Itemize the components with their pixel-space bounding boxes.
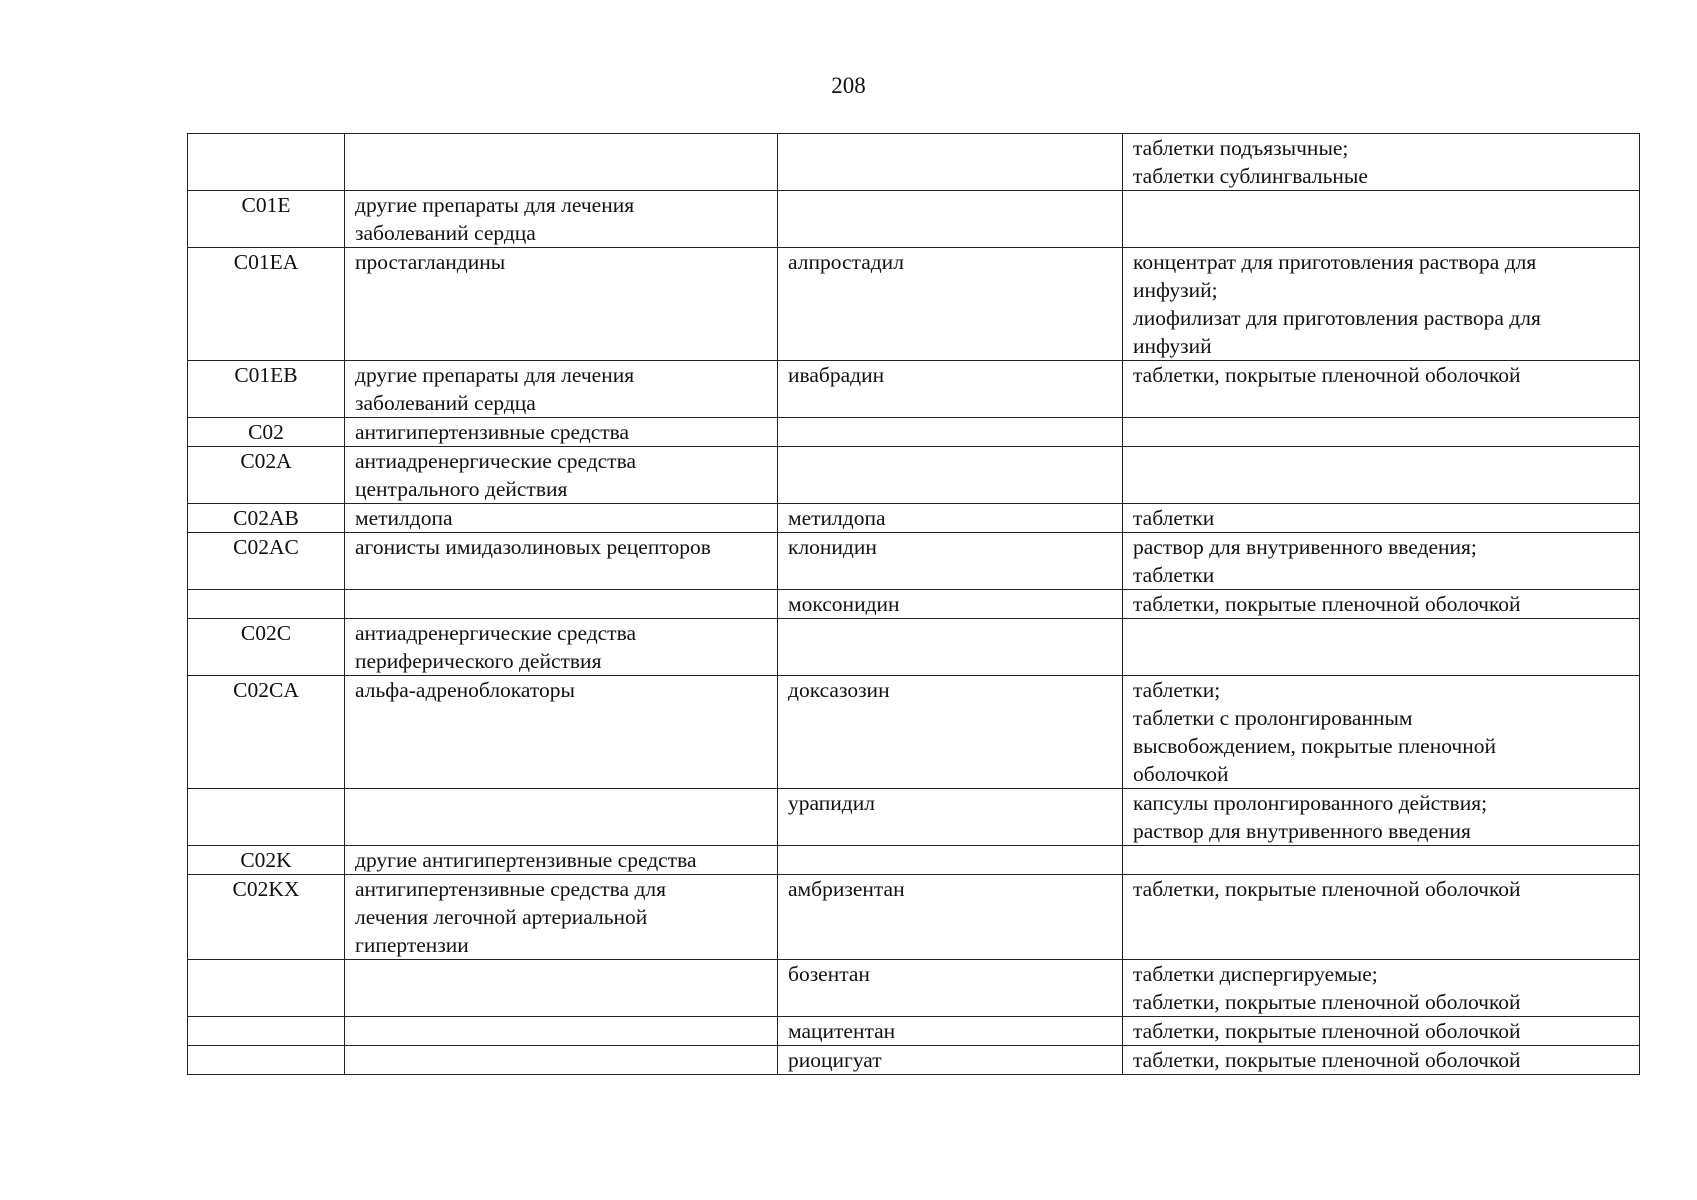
atc-code-cell: C02AC [188,533,345,590]
atc-code-cell [188,590,345,619]
atc-group-cell: антиадренергические средства центрального действия [345,447,778,504]
atc-code-cell: C02 [188,418,345,447]
atc-code-cell: C02AB [188,504,345,533]
atc-code-cell [188,789,345,846]
table-row [188,418,1640,447]
dosage-form-cell: таблетки; таблетки с пролонгированным высвобождением, покрытые пленочной оболочкой [1123,676,1640,789]
table-row [188,361,1640,418]
drug-table [187,133,1640,1075]
table-row [188,960,1640,1017]
dosage-form-cell: таблетки, покрытые пленочной оболочкой [1123,590,1640,619]
page-number: 208 [831,73,866,98]
table-row [188,248,1640,361]
atc-code-cell: C02K [188,846,345,875]
table-row [188,846,1640,875]
atc-group-cell: антигипертензивные средства [345,418,778,447]
table-row [188,134,1640,191]
drug-name-cell [778,418,1123,447]
atc-code-cell [188,134,345,191]
atc-code-cell [188,1017,345,1046]
dosage-form-cell: капсулы пролонгированного действия; раствор для внутривенного введения [1123,789,1640,846]
atc-group-cell [345,134,778,191]
dosage-form-cell: таблетки, покрытые пленочной оболочкой [1123,1046,1640,1075]
atc-code-cell: C02KX [188,875,345,960]
atc-code-cell [188,1046,345,1075]
dosage-form-cell: таблетки диспергируемые; таблетки, покрытые пленочной оболочкой [1123,960,1640,1017]
atc-group-cell: антиадренергические средства периферического действия [345,619,778,676]
dosage-form-cell: таблетки, покрытые пленочной оболочкой [1123,875,1640,960]
table-row [188,590,1640,619]
dosage-form-cell: таблетки, покрытые пленочной оболочкой [1123,1017,1640,1046]
atc-group-cell: простагландины [345,248,778,361]
atc-code-cell: C01E [188,191,345,248]
dosage-form-cell: таблетки, покрытые пленочной оболочкой [1123,361,1640,418]
dosage-form-cell: таблетки подъязычные; таблетки сублингвальные [1123,134,1640,191]
table-row [188,875,1640,960]
table-row [188,1046,1640,1075]
drug-name-cell [778,447,1123,504]
drug-name-cell: моксонидин [778,590,1123,619]
atc-group-cell: метилдопа [345,504,778,533]
atc-code-cell: C02CA [188,676,345,789]
atc-code-cell [188,960,345,1017]
atc-group-cell: антигипертензивные средства для лечения легочной артериальной гипертензии [345,875,778,960]
drug-name-cell [778,134,1123,191]
atc-group-cell: другие препараты для лечения заболеваний сердца [345,191,778,248]
drug-name-cell: метилдопа [778,504,1123,533]
atc-code-cell: C01EA [188,248,345,361]
atc-group-cell [345,960,778,1017]
table-row [188,191,1640,248]
table-row [188,504,1640,533]
drug-name-cell: клонидин [778,533,1123,590]
atc-group-cell [345,1046,778,1075]
dosage-form-cell [1123,619,1640,676]
drug-name-cell: бозентан [778,960,1123,1017]
atc-code-cell: C01EB [188,361,345,418]
dosage-form-cell [1123,846,1640,875]
table-row [188,447,1640,504]
drug-name-cell [778,846,1123,875]
atc-group-cell [345,1017,778,1046]
drug-name-cell: урапидил [778,789,1123,846]
atc-group-cell: другие антигипертензивные средства [345,846,778,875]
dosage-form-cell [1123,447,1640,504]
drug-name-cell: риоцигуат [778,1046,1123,1075]
dosage-form-cell: таблетки [1123,504,1640,533]
table-row [188,533,1640,590]
dosage-form-cell [1123,418,1640,447]
dosage-form-cell: концентрат для приготовления раствора для инфузий; лиофилизат для приготовления раствора для инфузий [1123,248,1640,361]
dosage-form-cell: раствор для внутривенного введения; таблетки [1123,533,1640,590]
table-body [188,134,1640,1075]
drug-name-cell: ивабрадин [778,361,1123,418]
table-row [188,619,1640,676]
drug-name-cell: мацитентан [778,1017,1123,1046]
table-row [188,676,1640,789]
drug-name-cell: амбризентан [778,875,1123,960]
atc-code-cell: C02A [188,447,345,504]
atc-group-cell [345,590,778,619]
dosage-form-cell [1123,191,1640,248]
atc-group-cell [345,789,778,846]
atc-group-cell: альфа-адреноблокаторы [345,676,778,789]
atc-group-cell: агонисты имидазолиновых рецепторов [345,533,778,590]
atc-code-cell: C02C [188,619,345,676]
drug-name-cell [778,191,1123,248]
atc-group-cell: другие препараты для лечения заболеваний сердца [345,361,778,418]
drug-name-cell [778,619,1123,676]
drug-name-cell: алпростадил [778,248,1123,361]
table-row [188,1017,1640,1046]
table-row [188,789,1640,846]
drug-name-cell: доксазозин [778,676,1123,789]
